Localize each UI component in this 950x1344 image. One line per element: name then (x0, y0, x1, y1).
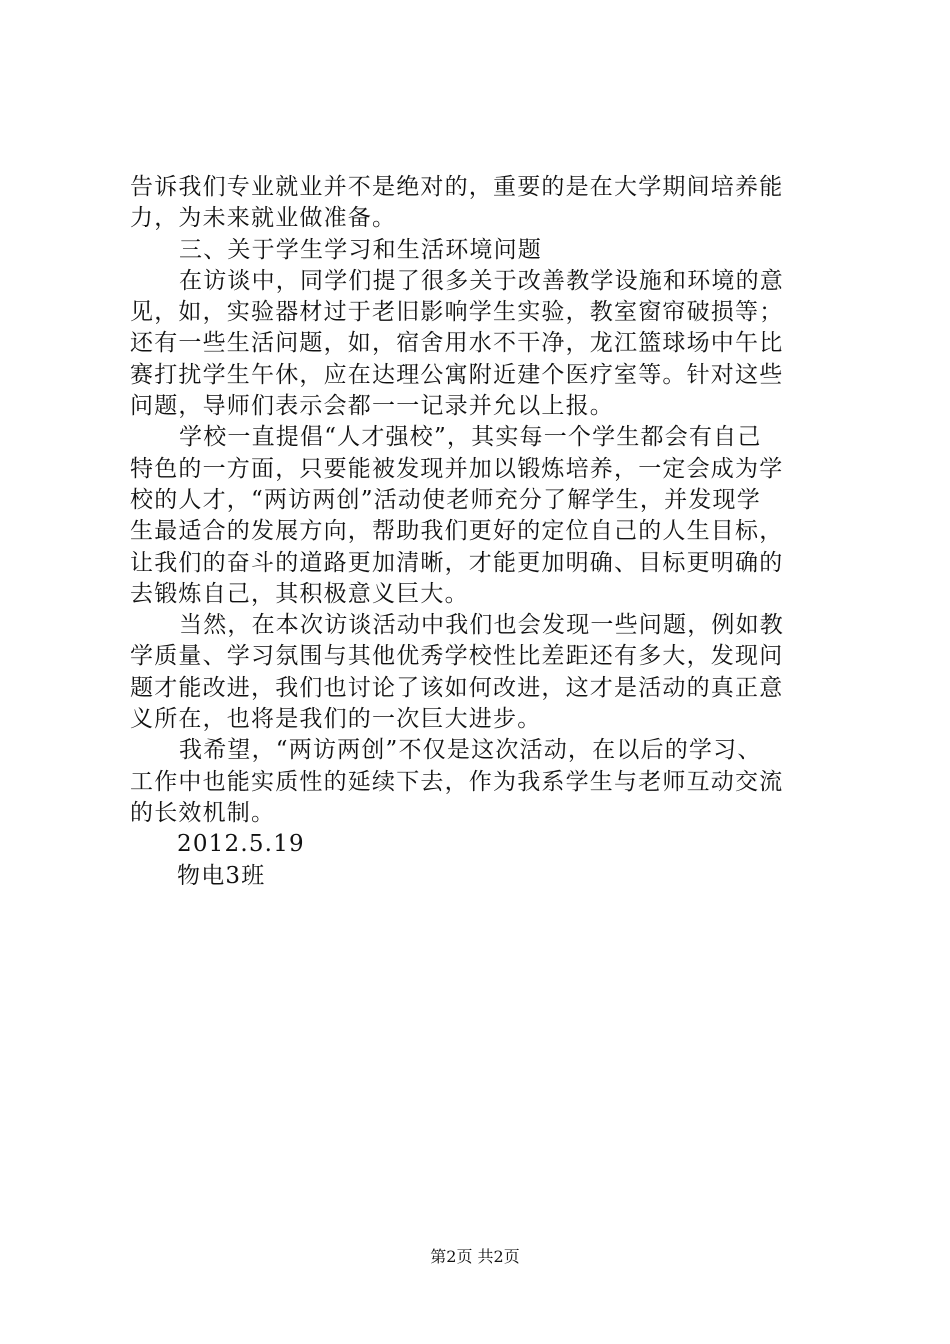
text-line: 让我们的奋斗的道路更加清晰，才能更加明确、目标更明确的 (130, 549, 784, 576)
signature-line: 物电3班 (177, 862, 266, 889)
text-line: 校的人才，“两访两创”活动使老师充分了解学生，并发现学 (130, 486, 761, 513)
text-line: 去锻炼自己，其积极意义巨大。 (130, 580, 469, 607)
page-footer: 第2页 共2页 (430, 1247, 520, 1266)
text-line: 见，如，实验器材过于老旧影响学生实验，教室窗帘破损等； (130, 299, 784, 326)
text-line: 的长效机制。 (130, 799, 276, 826)
text-line: 力，为未来就业做准备。 (130, 205, 397, 232)
text-line: 学校一直提倡“人才强校”，其实每一个学生都会有自己 (179, 424, 762, 451)
text-line: 告诉我们专业就业并不是绝对的，重要的是在大学期间培养能 (130, 174, 784, 200)
date-line: 2012.5.19 (177, 831, 305, 858)
text-line: 学质量、学习氛围与其他优秀学校性比差距还有多大，发现问 (130, 643, 784, 670)
section-heading: 三、关于学生学习和生活环境问题 (179, 236, 542, 263)
text-line: 生最适合的发展方向，帮助我们更好的定位自己的人生目标， (130, 518, 784, 545)
text-line: 我希望，“两访两创”不仅是这次活动，在以后的学习、 (179, 737, 762, 764)
text-line: 工作中也能实质性的延续下去，作为我系学生与老师互动交流 (130, 768, 784, 795)
text-line: 在访谈中，同学们提了很多关于改善教学设施和环境的意 (179, 267, 784, 294)
text-line: 问题，导师们表示会都一一记录并允以上报。 (130, 393, 614, 420)
text-line: 题才能改进，我们也讨论了该如何改进，这才是活动的真正意 (130, 674, 784, 701)
document-body (130, 172, 830, 892)
text-line: 还有一些生活问题，如，宿舍用水不干净，龙江篮球场中午比 (130, 330, 784, 357)
text-line: 特色的一方面，只要能被发现并加以锻炼培养，一定会成为学 (130, 455, 784, 482)
text-line: 赛打扰学生午休，应在达理公寓附近建个医疗室等。针对这些 (130, 361, 784, 388)
text-line: 义所在，也将是我们的一次巨大进步。 (130, 706, 542, 733)
text-line: 当然，在本次访谈活动中我们也会发现一些问题，例如教 (179, 612, 784, 639)
